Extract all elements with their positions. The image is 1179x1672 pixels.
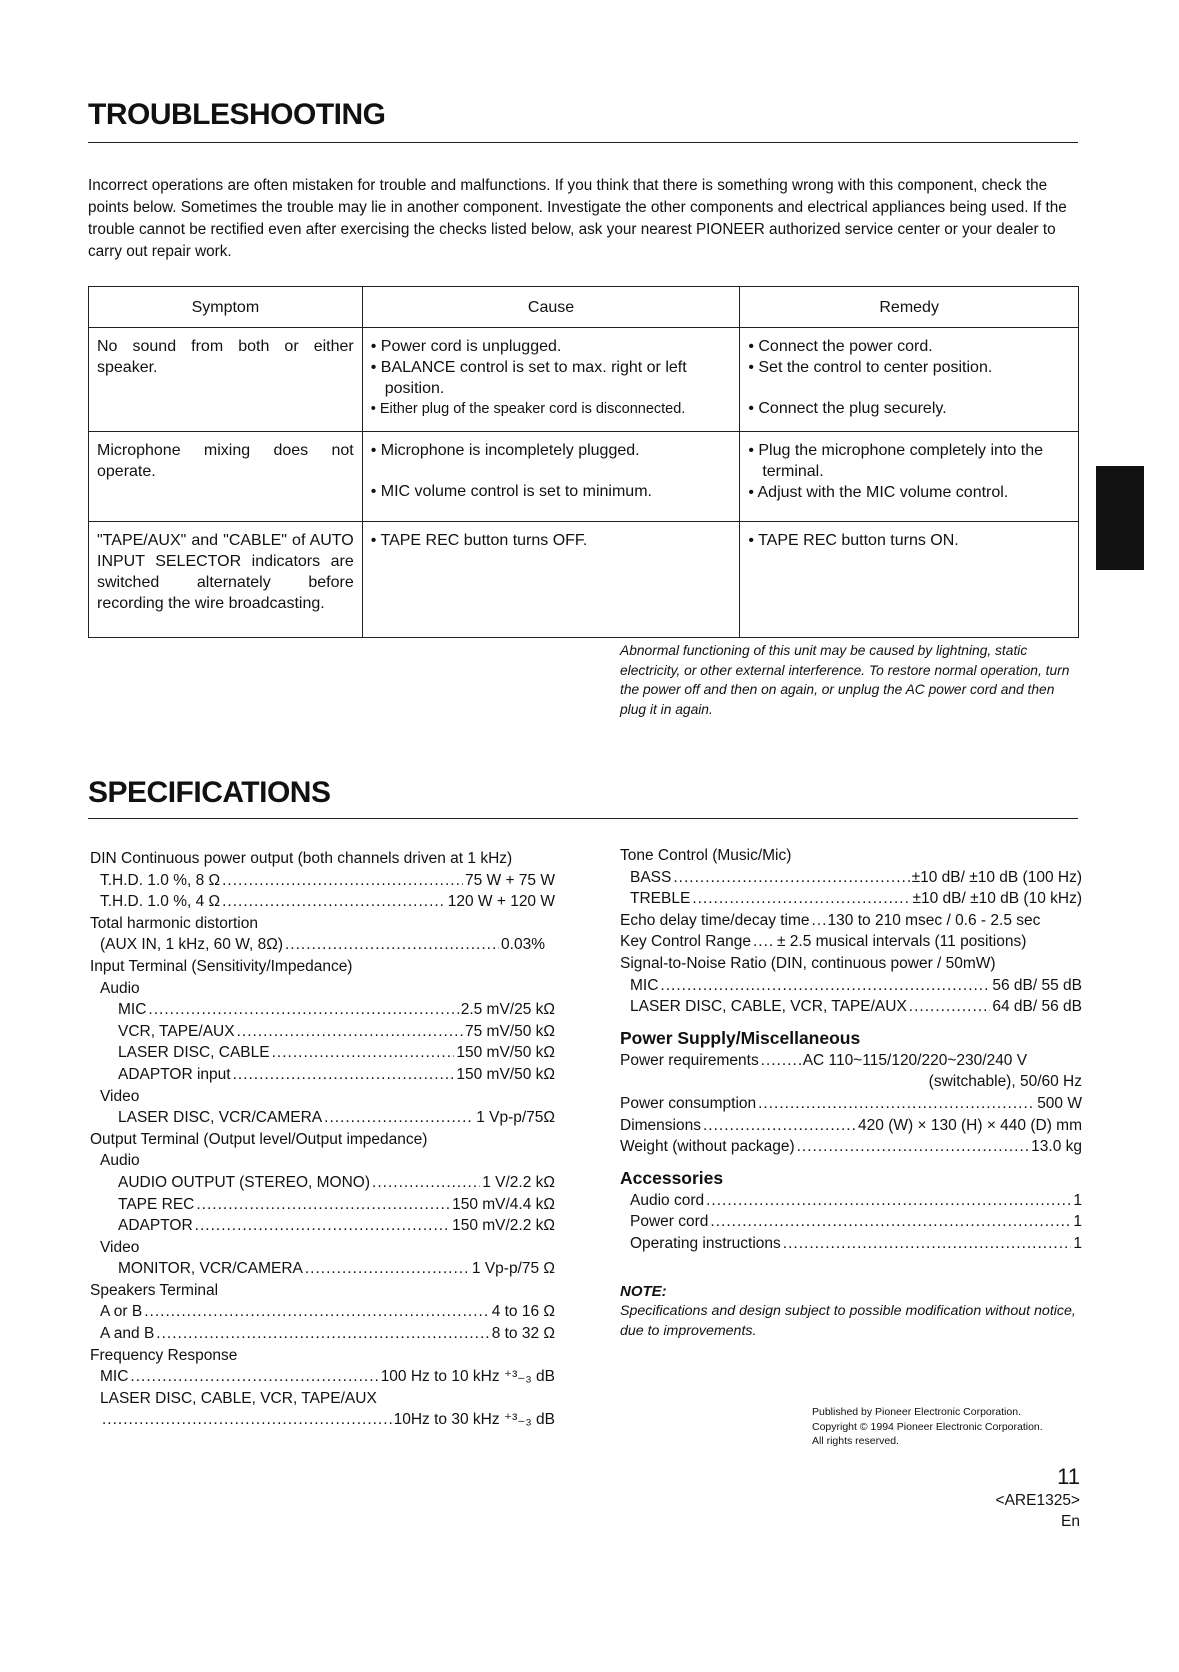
spec-label: TREBLE <box>630 890 691 908</box>
spec-value: AC 110~115/120/220~230/240 V <box>802 1051 1028 1069</box>
spec-subheading: Video <box>100 1087 140 1105</box>
spec-label: MONITOR, VCR/CAMERA <box>118 1260 303 1278</box>
spec-value: ±10 dB/ ±10 dB (100 Hz) <box>911 868 1082 886</box>
page-info <box>960 1464 1080 1532</box>
remedy-cell <box>740 432 1079 522</box>
cause-cell <box>362 432 740 522</box>
spec-value: 1 <box>1073 1191 1082 1209</box>
spec-row <box>90 1107 555 1129</box>
cause-item: • Microphone is incompletely plugged. <box>370 442 640 459</box>
abnormal-function-note: Abnormal functioning of this unit may be caused by lightning, static electricity, or other external interference. To restore normal operation, turn the power off and then on again, or unplug the AC power cord and then plug it in again. <box>620 643 1070 717</box>
spec-row <box>620 910 1082 932</box>
spec-row <box>620 996 1082 1018</box>
spec-row <box>90 1409 555 1431</box>
symptom-cell: No sound from both or either speaker. <box>89 328 363 432</box>
spec-row <box>90 1323 555 1345</box>
spec-row <box>620 888 1082 910</box>
troubleshooting-intro: Incorrect operations are often mistaken for trouble and malfunctions. If you think that there is something wrong with this component, check the points below. Sometimes the trouble may lie in another component. Investigate the other components and electrical appliances being used. If the trouble cannot be rectified even after exercising the checks listed below, ask your nearest PIONEER authorized service center or your dealer to carry out repair work. <box>88 177 1067 260</box>
spec-value: ± 2.5 musical intervals (11 positions) <box>776 933 1027 951</box>
spec-subheading: LASER DISC, CABLE, VCR, TAPE/AUX <box>100 1389 377 1407</box>
cause-item: • Power cord is unplugged. <box>370 338 562 355</box>
spec-value: 1 V/2.2 kΩ <box>482 1173 555 1191</box>
symptom-cell: Microphone mixing does not operate. <box>89 432 363 522</box>
spec-row <box>620 1211 1082 1233</box>
page-number: 11 <box>1057 1464 1080 1489</box>
spec-value: 150 mV/50 kΩ <box>456 1044 555 1062</box>
spec-label: Audio cord <box>630 1191 705 1209</box>
table-row <box>89 328 1079 432</box>
spec-value: 150 mV/4.4 kΩ <box>452 1195 555 1213</box>
accessories-header: Accessories <box>620 1167 724 1188</box>
troubleshooting-rule <box>88 142 1078 143</box>
spec-row <box>620 975 1082 997</box>
spec-heading: Frequency Response <box>90 1346 238 1364</box>
spec-value: 56 dB/ 55 dB <box>992 976 1082 994</box>
spec-row <box>90 1301 555 1323</box>
symptom-header: Symptom <box>89 287 363 328</box>
cause-item: • BALANCE control is set to max. right or left position. <box>370 359 687 397</box>
spec-label: T.H.D. 1.0 %, 8 Ω <box>100 871 221 889</box>
spec-label: Echo delay time/decay time <box>620 911 810 929</box>
publisher-info <box>812 1405 1043 1449</box>
spec-value: 4 to 16 Ω <box>491 1303 555 1321</box>
troubleshooting-table <box>88 286 1079 638</box>
rights-line: All rights reserved. <box>812 1435 899 1447</box>
spec-value: 1 Vp-p/75 Ω <box>471 1260 555 1278</box>
cause-item: • Either plug of the speaker cord is disconnected. <box>370 401 686 417</box>
spec-label: LASER DISC, CABLE <box>118 1044 270 1062</box>
spec-row <box>90 999 555 1021</box>
table-row <box>89 522 1079 638</box>
spec-value: 120 W + 120 W <box>447 893 555 911</box>
spec-value: 2.5 mV/25 kΩ <box>460 1001 555 1019</box>
specifications-title: SPECIFICATIONS <box>88 776 331 809</box>
spec-row <box>620 1136 1082 1158</box>
spec-label: Power consumption <box>620 1094 757 1112</box>
spec-value: 150 mV/50 kΩ <box>456 1065 555 1083</box>
spec-label: AUDIO OUTPUT (STEREO, MONO) <box>118 1173 371 1191</box>
spec-value: 75 W + 75 W <box>464 871 555 889</box>
specs-right-column <box>620 845 1082 1255</box>
spec-row <box>620 1115 1082 1137</box>
language-code: En <box>1061 1513 1080 1530</box>
spec-value: 13.0 kg <box>1031 1138 1082 1156</box>
spec-row <box>620 1233 1082 1255</box>
remedy-item: • Connect the plug securely. <box>748 400 947 417</box>
table-row <box>89 432 1079 522</box>
spec-row <box>90 1021 555 1043</box>
spec-heading: Output Terminal (Output level/Output impedance) <box>90 1130 428 1148</box>
remedy-item: • Connect the power cord. <box>748 338 933 355</box>
spec-label: VCR, TAPE/AUX <box>118 1022 235 1040</box>
cause-cell <box>362 328 740 432</box>
spec-label: Key Control Range <box>620 933 751 951</box>
spec-row <box>620 1093 1082 1115</box>
spec-label: Operating instructions <box>630 1234 781 1252</box>
spec-label: T.H.D. 1.0 %, 4 Ω <box>100 893 221 911</box>
spec-value: 500 W <box>1037 1094 1082 1112</box>
table-header-row <box>89 287 1079 328</box>
spec-row <box>90 1042 555 1064</box>
spec-heading: Speakers Terminal <box>90 1281 219 1299</box>
spec-label: MIC <box>630 976 659 994</box>
spec-row <box>90 1194 555 1216</box>
remedy-item: • Plug the microphone completely into the terminal. <box>748 442 1043 480</box>
spec-value: 420 (W) × 130 (H) × 440 (D) mm <box>858 1116 1082 1134</box>
published-line: Published by Pioneer Electronic Corporation. <box>812 1406 1021 1418</box>
spec-subheading: Audio <box>100 1152 140 1170</box>
spec-row <box>620 931 1082 953</box>
spec-row <box>620 1190 1082 1212</box>
spec-value: 64 dB/ 56 dB <box>992 998 1082 1016</box>
spec-heading: Signal-to-Noise Ratio (DIN, continuous power / 50mW) <box>620 954 996 972</box>
cause-cell <box>362 522 740 638</box>
spec-row <box>620 1050 1082 1072</box>
spec-value: 1 <box>1073 1213 1082 1231</box>
spec-label: LASER DISC, CABLE, VCR, TAPE/AUX <box>630 998 907 1016</box>
spec-label: TAPE REC <box>118 1195 195 1213</box>
specs-left-column <box>90 848 555 1431</box>
spec-heading: DIN Continuous power output (both channels driven at 1 kHz) <box>90 850 513 867</box>
spec-value: ±10 dB/ ±10 dB (10 kHz) <box>912 890 1082 908</box>
spec-row <box>90 1172 555 1194</box>
spec-label: MIC <box>100 1368 129 1386</box>
cause-header: Cause <box>362 287 740 328</box>
spec-row <box>90 1258 555 1280</box>
cause-item: • MIC volume control is set to minimum. <box>370 483 652 500</box>
spec-label: ADAPTOR input <box>118 1065 231 1083</box>
spec-value: 130 to 210 msec / 0.6 - 2.5 sec <box>827 911 1041 929</box>
spec-value: 8 to 32 Ω <box>491 1325 555 1343</box>
spec-label: LASER DISC, VCR/CAMERA <box>118 1109 323 1127</box>
spec-row <box>90 934 555 956</box>
spec-subheading: Video <box>100 1238 140 1256</box>
spec-value: 100 Hz to 10 kHz ⁺³₋₃ dB <box>380 1368 555 1386</box>
power-supply-header: Power Supply/Miscellaneous <box>620 1027 861 1048</box>
spec-row <box>90 1064 555 1086</box>
spec-label: A and B <box>100 1325 155 1343</box>
doc-code: <ARE1325> <box>995 1492 1080 1509</box>
note-title: NOTE: <box>620 1283 667 1300</box>
spec-value: 1 Vp-p/75Ω <box>476 1109 555 1127</box>
troubleshooting-title: TROUBLESHOOTING <box>88 98 386 131</box>
spec-value: 75 mV/50 kΩ <box>465 1022 555 1040</box>
spec-label: Weight (without package) <box>620 1138 795 1156</box>
spec-row <box>90 1215 555 1237</box>
remedy-item: • Set the control to center position. <box>748 359 993 376</box>
remedy-cell <box>740 522 1079 638</box>
spec-value: (switchable), 50/60 Hz <box>928 1073 1082 1091</box>
spec-row <box>90 870 555 892</box>
symptom-cell: "TAPE/AUX" and "CABLE" of AUTO INPUT SELECTOR indicators are switched alternately before recording the wire broadcasting. <box>89 522 363 638</box>
remedy-item: • TAPE REC button turns ON. <box>748 532 959 549</box>
spec-label: Power cord <box>630 1213 709 1231</box>
spec-label: (AUX IN, 1 kHz, 60 W, 8Ω) <box>100 936 283 954</box>
spec-row <box>90 891 555 913</box>
spec-subheading: Audio <box>100 979 140 997</box>
cause-item: • TAPE REC button turns OFF. <box>370 532 588 549</box>
spec-heading: Input Terminal (Sensitivity/Impedance) <box>90 957 353 975</box>
copyright-line: Copyright © 1994 Pioneer Electronic Corporation. <box>812 1420 1043 1433</box>
spec-heading: Total harmonic distortion <box>90 914 258 932</box>
spec-heading: Tone Control (Music/Mic) <box>620 847 792 864</box>
spec-label: ADAPTOR <box>118 1217 193 1235</box>
spec-label: MIC <box>118 1001 147 1019</box>
spec-label: A or B <box>100 1303 143 1321</box>
spec-value: 10Hz to 30 kHz ⁺³₋₃ dB <box>393 1411 555 1429</box>
spec-row <box>90 1366 555 1388</box>
section-thumb-tab <box>1096 466 1144 570</box>
spec-label: Dimensions <box>620 1116 701 1134</box>
remedy-header: Remedy <box>740 287 1079 328</box>
spec-note <box>620 1283 1082 1341</box>
spec-value: 0.03% <box>501 936 545 954</box>
remedy-cell <box>740 328 1079 432</box>
spec-value: 1 <box>1073 1234 1082 1252</box>
spec-row <box>620 867 1082 889</box>
remedy-item: • Adjust with the MIC volume control. <box>748 484 1009 501</box>
note-text: Specifications and design subject to possible modification without notice, due to improvements. <box>620 1303 1076 1339</box>
spec-value: 150 mV/2.2 kΩ <box>452 1217 555 1235</box>
specifications-rule <box>88 818 1078 819</box>
spec-label: Power requirements <box>620 1051 759 1069</box>
spec-label: BASS <box>630 868 672 886</box>
